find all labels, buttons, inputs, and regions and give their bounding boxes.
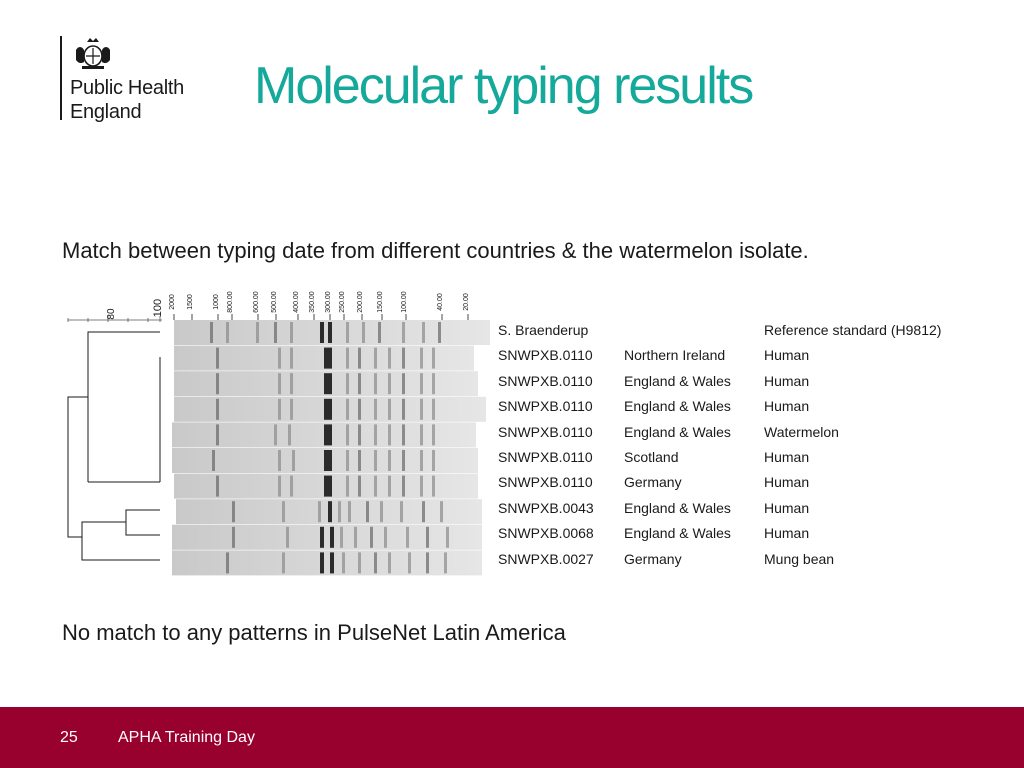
gel-band [388, 552, 391, 573]
gel-band [432, 373, 435, 394]
table-row [498, 373, 968, 398]
gel-size-label: 400.00 [293, 291, 300, 313]
gel-band [274, 322, 277, 343]
gel-band [324, 399, 328, 420]
pattern-cell: S. Braenderup [498, 322, 589, 338]
dendro-scale-label-80: 80 [106, 308, 117, 320]
source-cell: Human [764, 525, 810, 542]
gel-band [420, 424, 423, 445]
gel-band [374, 399, 377, 420]
gel-band [374, 450, 377, 471]
gel-band [346, 322, 349, 343]
gel-band [324, 450, 328, 471]
gel-band [426, 527, 429, 548]
gel-band [422, 322, 425, 343]
gel-band [402, 476, 405, 497]
gel-band [388, 424, 391, 445]
country-cell: Scotland [624, 448, 679, 465]
gel-band [282, 501, 285, 522]
table-row [498, 449, 968, 474]
gel-size-label: 350.00 [309, 291, 316, 313]
gel-size-label: 300.00 [325, 291, 332, 313]
gel-band [328, 424, 332, 445]
gel-band [358, 348, 361, 369]
gel-band [278, 373, 281, 394]
table-row [498, 347, 968, 372]
gel-size-label: 1500 [187, 294, 194, 310]
gel-band [432, 424, 435, 445]
gel-band [402, 348, 405, 369]
gel-band [346, 424, 349, 445]
gel-size-label: 2000 [169, 294, 176, 310]
logo-line-2: England [70, 101, 142, 123]
gel-band [402, 424, 405, 445]
gel-band [388, 373, 391, 394]
gel-band [232, 527, 235, 548]
table-row [498, 398, 968, 423]
gel-size-label: 800.00 [227, 291, 234, 313]
gel-band [432, 476, 435, 497]
gel-lane [172, 525, 482, 550]
gel-band [278, 348, 281, 369]
gel-band [340, 527, 343, 548]
gel-band [226, 552, 229, 573]
gel-band [320, 322, 324, 343]
table-row [498, 525, 968, 550]
gel-band [278, 476, 281, 497]
gel-size-scale [168, 288, 478, 320]
gel-band [346, 348, 349, 369]
gel-band [346, 373, 349, 394]
gel-band [420, 373, 423, 394]
country-cell: England & Wales [624, 398, 731, 415]
gel-band [212, 450, 215, 471]
country-cell: England & Wales [624, 423, 731, 440]
gel-band [354, 527, 357, 548]
gel-size-label: 150.00 [377, 291, 384, 313]
pattern-cell: SNWPXB.0110 [498, 347, 593, 364]
royal-crest-icon [72, 36, 114, 70]
country-cell: England & Wales [624, 499, 731, 516]
footer-bar [0, 707, 1024, 768]
gel-band [216, 348, 219, 369]
gel-band [374, 348, 377, 369]
gel-band [292, 450, 295, 471]
source-cell: Human [764, 398, 810, 415]
gel-band [388, 399, 391, 420]
country-cell: Northern Ireland [624, 347, 726, 364]
source-cell: Human [764, 347, 810, 364]
gel-band [320, 552, 324, 573]
gel-band [324, 348, 328, 369]
gel-size-label: 200.00 [357, 291, 364, 313]
gel-band [432, 450, 435, 471]
country-cell: England & Wales [624, 372, 731, 389]
gel-band [400, 501, 403, 522]
country-cell: England & Wales [624, 525, 731, 542]
phe-logo [60, 36, 210, 126]
page-number: 25 [60, 729, 78, 746]
gel-band [384, 527, 387, 548]
subtitle: Match between typing date from different countries & the watermelon isolate. [62, 238, 809, 263]
pattern-cell: SNWPXB.0110 [498, 423, 593, 440]
footer-title: APHA Training Day [118, 729, 255, 746]
source-cell: Watermelon [764, 423, 839, 440]
gel-band [402, 373, 405, 394]
pattern-cell: SNWPXB.0110 [498, 372, 593, 389]
pattern-cell: SNWPXB.0110 [498, 448, 593, 465]
gel-band [408, 552, 411, 573]
gel-lane [172, 550, 482, 575]
gel-band [358, 476, 361, 497]
dendrogram [60, 292, 170, 582]
gel-band [374, 424, 377, 445]
gel-band [420, 399, 423, 420]
gel-band [358, 450, 361, 471]
gel-band [402, 399, 405, 420]
gel-band [290, 476, 293, 497]
gel-band [286, 527, 289, 548]
pulsenet-note: No match to any patterns in PulseNet Latin America [62, 620, 566, 645]
gel-band [348, 501, 351, 522]
gel-band [328, 501, 332, 522]
table-row [498, 500, 968, 525]
gel-band [358, 373, 361, 394]
gel-band [274, 424, 277, 445]
logo-text [70, 76, 184, 124]
gel-band [388, 348, 391, 369]
gel-band [328, 348, 332, 369]
gel-band [346, 450, 349, 471]
pattern-cell: SNWPXB.0068 [498, 525, 594, 542]
gel-band [378, 322, 381, 343]
gel-band [324, 373, 328, 394]
gel-size-label: 1000 [213, 294, 220, 310]
gel-band [216, 476, 219, 497]
gel-band [342, 552, 345, 573]
gel-size-label: 250.00 [339, 291, 346, 313]
gel-size-label: 500.00 [271, 291, 278, 313]
gel-band [328, 476, 332, 497]
gel-band [444, 552, 447, 573]
gel-band [420, 348, 423, 369]
gel-band [420, 476, 423, 497]
source-cell: Human [764, 372, 810, 389]
gel-size-label: 600.00 [253, 291, 260, 313]
gel-band [210, 322, 213, 343]
gel-band [370, 527, 373, 548]
source-cell: Human [764, 474, 810, 491]
pattern-cell: SNWPXB.0043 [498, 499, 594, 516]
source-cell: Reference standard (H9812) [764, 322, 942, 338]
gel-band [388, 450, 391, 471]
gel-band [216, 424, 219, 445]
gel-size-label: 20.00 [463, 293, 470, 311]
gel-band [226, 322, 229, 343]
dendro-scale-label-100: 100 [152, 298, 164, 318]
table-row [498, 424, 968, 449]
gel-band [324, 476, 328, 497]
gel-band [320, 527, 324, 548]
logo-line-1: Public Health [70, 77, 184, 99]
gel-image [170, 318, 490, 578]
gel-band [362, 322, 365, 343]
country-cell: Germany [624, 550, 682, 567]
country-cell: Germany [624, 474, 682, 491]
gel-band [338, 501, 341, 522]
pattern-cell: SNWPXB.0027 [498, 550, 594, 567]
gel-band [380, 501, 383, 522]
gel-band [256, 322, 259, 343]
gel-band [328, 322, 332, 343]
pattern-cell: SNWPXB.0110 [498, 398, 593, 415]
gel-band [330, 552, 334, 573]
gel-band [290, 322, 293, 343]
gel-band [402, 322, 405, 343]
gel-band [328, 450, 332, 471]
gel-band [446, 527, 449, 548]
gel-band [328, 373, 332, 394]
table-row [498, 322, 968, 347]
gel-band [290, 373, 293, 394]
gel-band [330, 527, 334, 548]
gel-band [278, 450, 281, 471]
gel-band [232, 501, 235, 522]
gel-band [438, 322, 441, 343]
source-cell: Human [764, 448, 810, 465]
gel-band [216, 399, 219, 420]
gel-band [420, 450, 423, 471]
gel-band [374, 476, 377, 497]
gel-band [358, 399, 361, 420]
gel-band [290, 399, 293, 420]
gel-band [288, 424, 291, 445]
gel-band [282, 552, 285, 573]
isolate-table [498, 322, 968, 576]
source-cell: Mung bean [764, 550, 835, 567]
gel-band [346, 476, 349, 497]
gel-band [440, 501, 443, 522]
gel-band [374, 552, 377, 573]
pattern-cell: SNWPXB.0110 [498, 474, 593, 491]
gel-band [366, 501, 369, 522]
gel-band [290, 348, 293, 369]
gel-band [406, 527, 409, 548]
logo-divider [60, 36, 62, 120]
page-title: Molecular typing results [254, 57, 753, 115]
gel-band [432, 348, 435, 369]
gel-band [324, 424, 328, 445]
table-row [498, 551, 968, 576]
gel-size-label: 40.00 [437, 293, 444, 311]
gel-band [422, 501, 425, 522]
gel-band [216, 373, 219, 394]
gel-band [374, 373, 377, 394]
gel-band [402, 450, 405, 471]
gel-band [432, 399, 435, 420]
gel-band [358, 552, 361, 573]
gel-band [318, 501, 321, 522]
gel-band [358, 424, 361, 445]
gel-band [426, 552, 429, 573]
gel-band [346, 399, 349, 420]
table-row [498, 474, 968, 499]
gel-band [328, 399, 332, 420]
source-cell: Human [764, 499, 810, 516]
gel-band [388, 476, 391, 497]
gel-size-label: 100.00 [401, 291, 408, 313]
gel-band [278, 399, 281, 420]
